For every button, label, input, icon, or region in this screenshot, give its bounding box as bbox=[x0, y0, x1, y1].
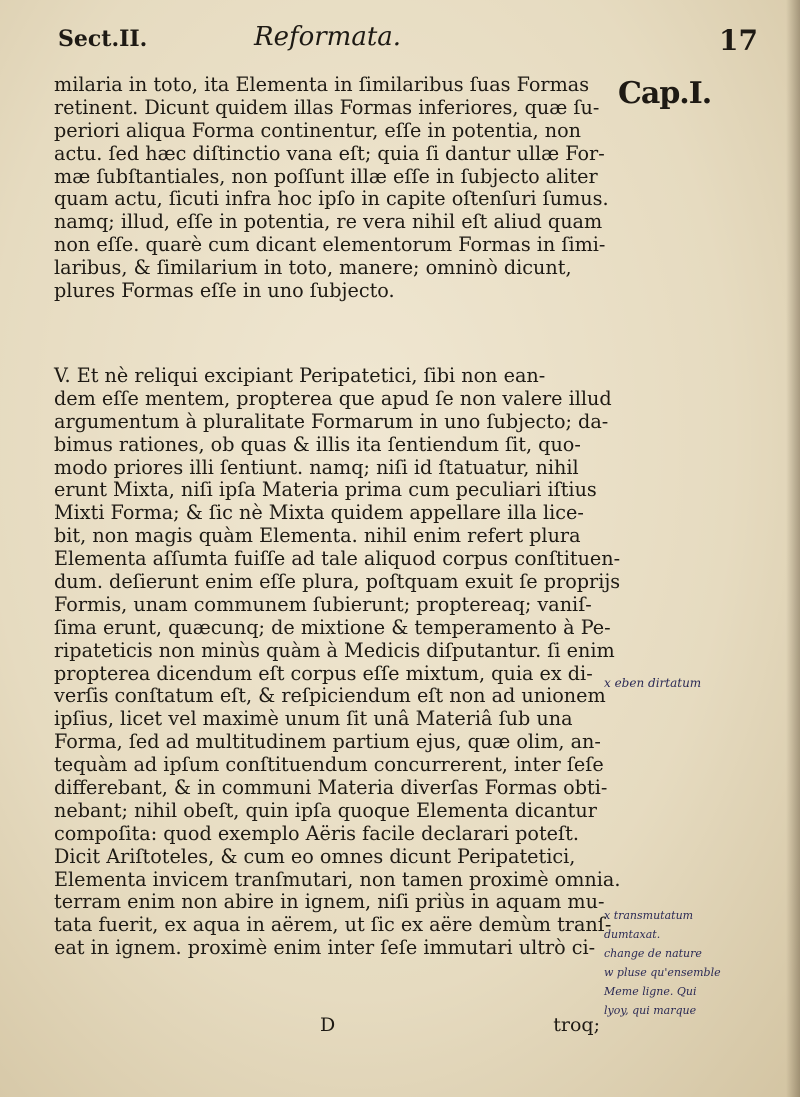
text-line: quam actu, ſicuti infra hoc ipſo in capite oſtenſuri ſumus. bbox=[54, 187, 609, 211]
text-line: Forma, ſed ad multitudinem partium ejus, quæ olim, an- bbox=[54, 730, 601, 754]
margin-notes-handwritten bbox=[604, 906, 794, 1020]
text-line: Mixti Forma; & ſic nè Mixta quidem appellare illa lice- bbox=[54, 501, 584, 525]
text-line: bimus rationes, ob quas & illis ita ſentiendum ſit, quo- bbox=[54, 432, 581, 456]
signature-mark: D bbox=[320, 1014, 336, 1036]
text-line: mæ ſubſtantiales, non poſſunt illæ eſſe in ſubjecto aliter bbox=[54, 164, 598, 188]
margin-note-line: dumtaxat. bbox=[604, 928, 661, 941]
text-line: milaria in toto, ita Elementa in ſimilaribus ſuas Formas bbox=[54, 73, 590, 96]
text-line: periori aliqua Forma continentur, eſſe in potentia, non bbox=[54, 118, 582, 142]
text-line: terram enim non abire in ignem, niſi priùs in aquam mu- bbox=[54, 890, 605, 914]
text-line: erunt Mixta, niſi ipſa Materia prima cum peculiari iſtius bbox=[54, 478, 597, 502]
chapter-label: Cap.I. bbox=[618, 76, 712, 111]
running-title: Reformata. bbox=[254, 22, 402, 52]
section-label: Sect.II. bbox=[58, 26, 148, 52]
text-line: Dicit Ariſtoteles, & cum eo omnes dicunt Peripatetici, bbox=[54, 844, 576, 868]
text-line: actu. ſed hæc diſtinctio vana eſt; quia ſi dantur ullæ For- bbox=[54, 141, 605, 165]
margin-note-handwritten: x eben dirtatum bbox=[604, 676, 702, 690]
text-line: non eſſe. quarè cum dicant elementorum Formas in ſimi- bbox=[54, 233, 606, 257]
text-line: ripateticis non minùs quàm à Medicis diſputantur. ſi enim bbox=[54, 638, 615, 662]
margin-note-line: lyoy, qui marque bbox=[604, 1004, 697, 1017]
text-line: Elementa invicem tranſmutari, non tamen proximè omnia. bbox=[54, 867, 621, 891]
text-line: Elementa aſſumta fuiſſe ad tale aliquod corpus conſtituen- bbox=[54, 547, 621, 571]
margin-note-line: Meme ligne. Qui bbox=[604, 985, 697, 998]
text-line: dem eſſe mentem, propterea que apud ſe non valere illud bbox=[54, 386, 612, 410]
text-line: eat in ignem. proximè enim inter ſeſe immutari ultrò ci- bbox=[54, 936, 596, 960]
page-number: 17 bbox=[719, 24, 758, 57]
text-line: bit, non magis quàm Elementa. nihil enim refert plura bbox=[54, 524, 581, 548]
text-line: Formis, unam communem ſubierunt; proptereaq; vaniſ- bbox=[54, 592, 592, 616]
catchword: troq; bbox=[553, 1014, 600, 1036]
margin-note-line: change de nature bbox=[604, 947, 702, 960]
running-header bbox=[58, 18, 758, 62]
text-line: laribus, & ſimilarium in toto, manere; omninò dicunt, bbox=[54, 256, 572, 280]
text-line: namq; illud, eſſe in potentia, re vera nihil eſt aliud quam bbox=[54, 210, 603, 234]
text-line: ipſius, licet vel maximè unum ſit unâ Materiâ ſub una bbox=[54, 707, 573, 731]
paragraph-2 bbox=[54, 364, 621, 960]
text-line: propterea dicendum eſt corpus eſſe mixtum, quia ex di- bbox=[54, 661, 593, 685]
text-line: ſima erunt, quæcunq; de mixtione & temperamento à Pe- bbox=[54, 615, 611, 639]
text-line: compoſita: quod exemplo Aëris facile declarari poteſt. bbox=[54, 821, 579, 845]
text-line: tata fuerit, ex aqua in aërem, ut ſic ex aëre demùm tranſ- bbox=[54, 913, 612, 937]
text-line: plures Formas eſſe in uno ſubjecto. bbox=[54, 279, 395, 303]
text-line: differebant, & in communi Materia diverſas Formas obti- bbox=[54, 776, 608, 800]
text-line: V. Et nè reliqui excipiant Peripatetici, ſibi non ean- bbox=[54, 364, 546, 387]
text-line: nebant; nihil obeſt, quin ipſa quoque Elementa dicantur bbox=[54, 798, 597, 822]
text-line: argumentum à pluralitate Formarum in uno ſubjecto; da- bbox=[54, 409, 609, 433]
paragraph-1 bbox=[54, 73, 609, 303]
margin-note-line: w pluse qu'ensemble bbox=[604, 966, 721, 979]
text-line: tequàm ad ipſum conſtituendum concurrerent, inter ſeſe bbox=[54, 753, 604, 777]
text-line: verſis conſtatum eſt, & reſpiciendum eſt non ad unionem bbox=[54, 684, 606, 708]
text-line: retinent. Dicunt quidem illas Formas inferiores, quæ ſu- bbox=[54, 95, 600, 119]
margin-note-line: x transmutatum bbox=[604, 909, 694, 922]
text-line: modo priores illi ſentiunt. namq; niſi id ſtatuatur, nihil bbox=[54, 455, 579, 479]
catchline bbox=[54, 1014, 600, 1038]
text-line: dum. deſierunt enim eſſe plura, poſtquam exuit ſe proprijs bbox=[54, 570, 621, 594]
